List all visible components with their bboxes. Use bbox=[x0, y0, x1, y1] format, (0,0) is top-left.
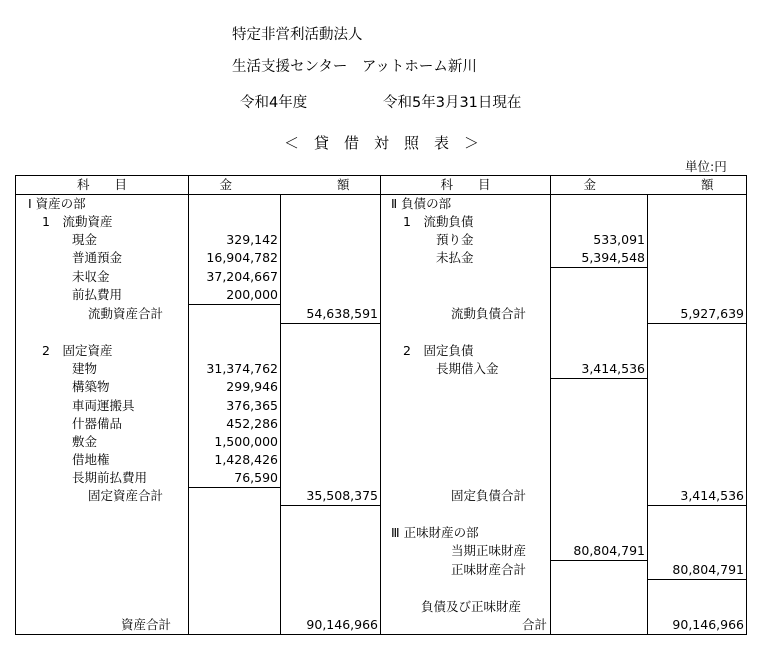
subject-header-right: 科 目 bbox=[381, 176, 551, 195]
net-assets-total-label: 正味財産合計 bbox=[381, 561, 551, 580]
table-row bbox=[16, 213, 747, 231]
table-row bbox=[16, 524, 747, 542]
current-liabilities-total-label: 流動負債合計 bbox=[381, 305, 551, 324]
current-assets-heading: 1 流動資産 bbox=[16, 213, 189, 231]
table-row: 建物 31,374,762 長期借入金 3,414,536 bbox=[16, 360, 747, 379]
org-type: 特定非営利活動法人 bbox=[232, 27, 363, 43]
table-row bbox=[16, 561, 747, 580]
assets-grand-total: 90,146,966 bbox=[281, 616, 381, 635]
table-row: 敷金 1,500,000 bbox=[16, 433, 747, 451]
table-row: 普通預金 16,904,782 未払金 5,394,548 bbox=[16, 249, 747, 268]
net-assets-section: Ⅲ 正味財産の部 bbox=[381, 524, 551, 542]
table-row: 車両運搬具 376,365 bbox=[16, 397, 747, 415]
fixed-liabilities-total: 3,414,536 bbox=[648, 487, 747, 506]
subject-header-left: 科 目 bbox=[16, 176, 189, 195]
table-row: 借地権 1,428,426 bbox=[16, 451, 747, 469]
amount-header-left: 金 額 bbox=[189, 176, 381, 195]
liabilities-net-assets-label-2: 合計 bbox=[381, 616, 551, 635]
table-row bbox=[16, 616, 747, 635]
current-assets-total: 54,638,591 bbox=[281, 305, 381, 324]
unit-label: 単位:円 bbox=[685, 159, 727, 174]
table-row bbox=[16, 323, 747, 342]
table-row bbox=[16, 487, 747, 506]
as-of-date: 令和5年3月31日現在 bbox=[383, 95, 522, 111]
liabilities-section: Ⅱ 負債の部 bbox=[381, 195, 551, 214]
table-row: 什器備品 452,286 bbox=[16, 415, 747, 433]
table-row: 構築物 299,946 bbox=[16, 378, 747, 397]
liabilities-net-assets-label-1: 負債及び正味財産 bbox=[381, 598, 551, 616]
table-row bbox=[16, 195, 747, 214]
table-row: 現金 329,142 預り金 533,091 bbox=[16, 231, 747, 249]
fixed-assets-heading: 2 固定資産 bbox=[16, 342, 189, 360]
current-liabilities-total: 5,927,639 bbox=[648, 305, 747, 324]
amount-header-right: 金 額 bbox=[551, 176, 747, 195]
fixed-assets-total: 35,508,375 bbox=[281, 487, 381, 506]
page-title: ＜ 貸 借 対 照 表 ＞ bbox=[284, 134, 480, 152]
fixed-liabilities-heading: 2 固定負債 bbox=[381, 342, 551, 360]
table-row bbox=[16, 342, 747, 360]
fixed-liabilities-total-label: 固定負債合計 bbox=[381, 487, 551, 506]
current-assets-total-label: 流動資産合計 bbox=[16, 305, 189, 324]
table-row: 未収金 37,204,667 bbox=[16, 268, 747, 287]
current-net-assets-value: 80,804,791 bbox=[551, 542, 648, 561]
fiscal-year: 令和4年度 bbox=[240, 95, 308, 111]
fixed-assets-total-label: 固定資産合計 bbox=[16, 487, 189, 506]
current-net-assets-label: 当期正味財産 bbox=[381, 542, 551, 561]
table-row bbox=[16, 542, 747, 561]
current-liabilities-heading: 1 流動負債 bbox=[381, 213, 551, 231]
assets-grand-total-label: 資産合計 bbox=[16, 616, 189, 635]
table-row: 前払費用 200,000 bbox=[16, 286, 747, 305]
table-row bbox=[16, 506, 747, 525]
table-row: 長期前払費用 76,590 bbox=[16, 469, 747, 488]
table-row bbox=[16, 579, 747, 598]
net-assets-total: 80,804,791 bbox=[648, 561, 747, 580]
balance-sheet-table bbox=[15, 175, 747, 635]
liabilities-net-assets-grand-total: 90,146,966 bbox=[648, 616, 747, 635]
table-header-row bbox=[16, 176, 747, 195]
assets-section: Ⅰ 資産の部 bbox=[16, 195, 189, 214]
org-name: 生活支援センター アットホーム新川 bbox=[232, 59, 477, 75]
table-row bbox=[16, 598, 747, 616]
table-row bbox=[16, 305, 747, 324]
